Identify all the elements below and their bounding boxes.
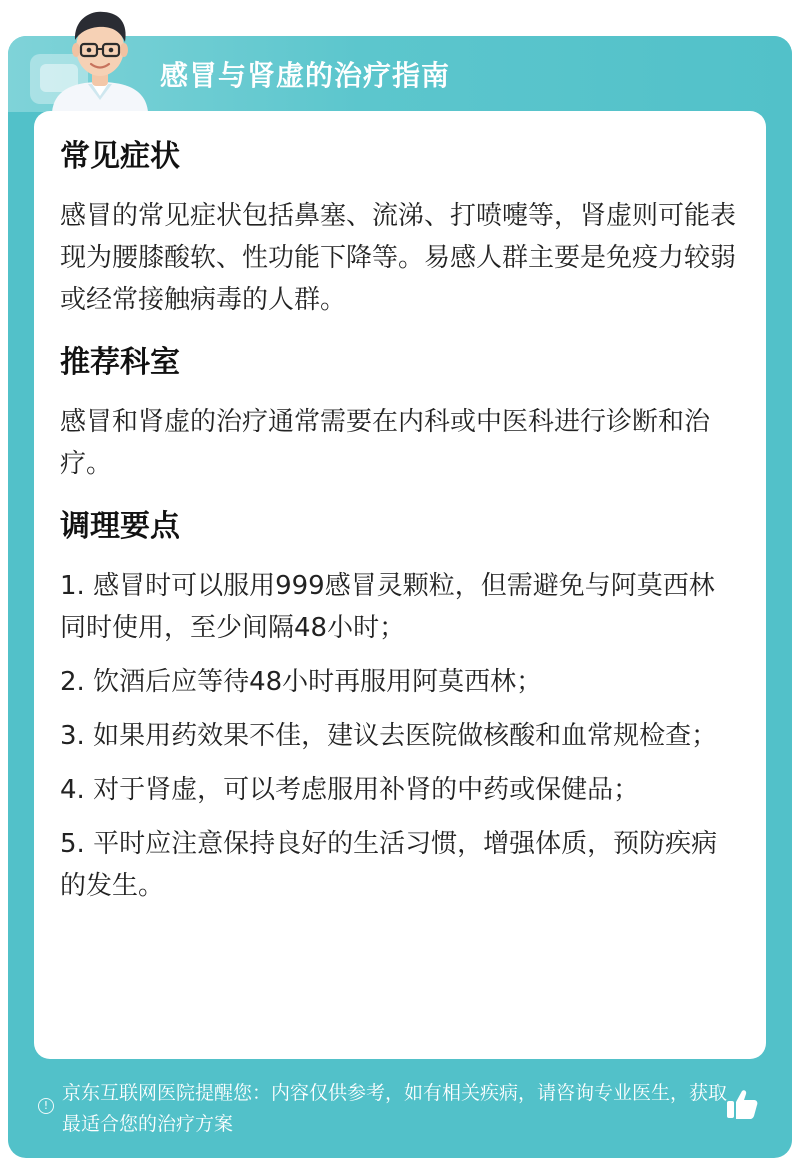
content-body <box>60 137 740 919</box>
list-item: 5. 平时应注意保持良好的生活习惯，增强体质，预防疾病的发生。 <box>60 829 718 901</box>
list-item: 4. 对于肾虚，可以考虑服用补肾的中药或保健品； <box>60 775 640 805</box>
list-item: 2. 饮酒后应等待48小时再服用阿莫西林； <box>60 667 543 697</box>
section-text-symptoms: 感冒的常见症状包括鼻塞、流涕、打喷嚏等，肾虚则可能表现为腰膝酸软、性功能下降等。易感人群主要是免疫力较弱或经常接触病毒的人群。 <box>60 201 737 315</box>
content-card <box>34 111 766 1059</box>
page-title: 感冒与肾虚的治疗指南 <box>160 59 451 92</box>
list-item: 3. 如果用药效果不佳，建议去医院做核酸和血常规检查； <box>60 721 718 751</box>
thumbs-up-icon[interactable] <box>724 1086 760 1122</box>
section-title-care: 调理要点 <box>60 509 180 544</box>
list-item: 1. 感冒时可以服用999感冒灵颗粒，但需避免与阿莫西林同时使用，至少间隔48小时； <box>60 571 715 643</box>
section-title-department: 推荐科室 <box>60 345 180 380</box>
section-title-symptoms: 常见症状 <box>60 139 180 174</box>
section-text-department: 感冒和肾虚的治疗通常需要在内科或中医科进行诊断和治疗。 <box>60 407 711 479</box>
info-icon: ! <box>38 1098 54 1114</box>
disclaimer-footer <box>8 1072 792 1152</box>
disclaimer-text: 京东互联网医院提醒您：内容仅供参考，如有相关疾病，请咨询专业医生，获取最适合您的治疗方案 <box>62 1082 728 1135</box>
doctor-avatar-icon <box>40 0 160 112</box>
